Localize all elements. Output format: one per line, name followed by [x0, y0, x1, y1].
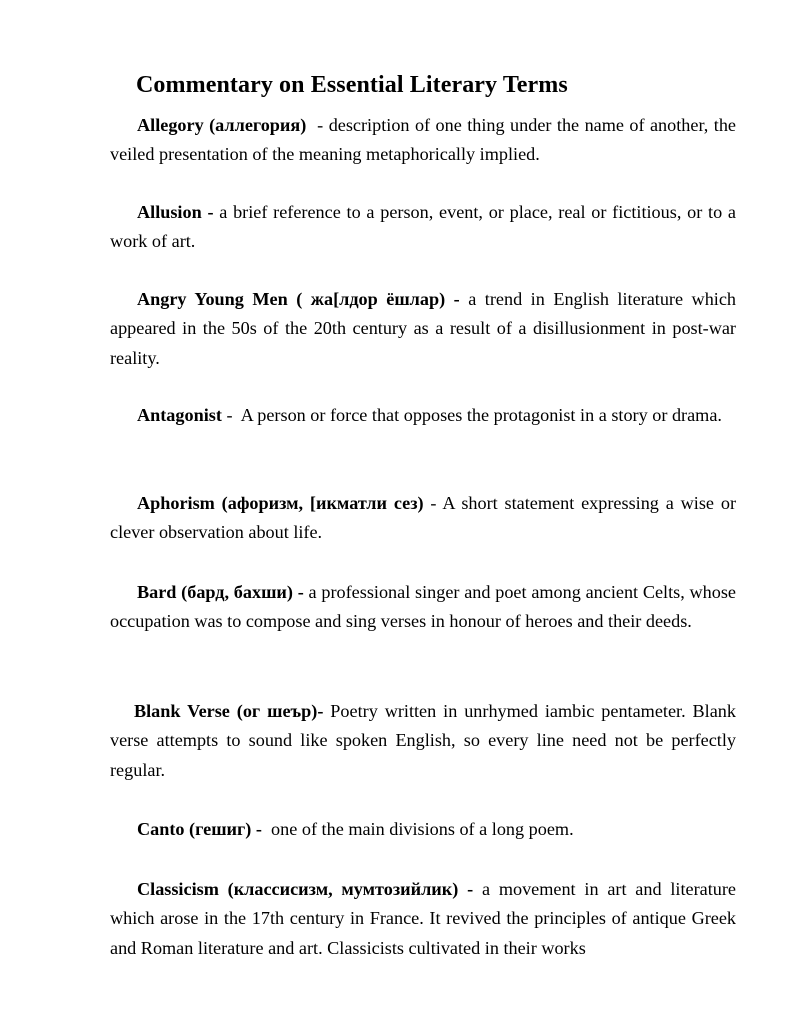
entry-separator [262, 819, 271, 839]
entry-canto [110, 815, 736, 844]
entry-term: Canto (гешиг) - [137, 819, 262, 839]
entry-definition: one of the main divisions of a long poem. [271, 819, 574, 839]
entry-separator [460, 289, 469, 309]
entry-term: Bard (бард, бахши) - [137, 582, 304, 602]
entry-separator: - [221, 405, 241, 425]
entry-term: Antagonist [137, 405, 222, 425]
entry-term: Aphorism (афоризм, [икматли сез) [137, 493, 424, 513]
entry-allegory [110, 111, 736, 170]
entry-definition: A person or force that opposes the protagonist in a story or drama. [240, 405, 722, 425]
entry-separator: - [306, 115, 329, 135]
entry-definition: a trend in English literature which appeared in the 50s of the 20th century as a result of a disillusionment in post-war reality. [110, 289, 737, 368]
entry-antagonist [110, 401, 736, 430]
entry-separator [473, 879, 482, 899]
entry-term: Allusion - [137, 202, 214, 222]
entry-allusion [110, 198, 736, 257]
entry-definition: a professional singer and poet among ancient Celts, whose occupation was to compose and sing verses in honour of heroes and their deeds. [110, 582, 737, 632]
entry-definition: A short statement expressing a wise or clever observation about life. [110, 493, 736, 543]
entry-aphorism [110, 489, 736, 548]
entry-separator: - [423, 493, 443, 513]
entry-definition: a movement in art and literature which arose in the 17th century in France. It revived the principles of antique Greek and Roman literature and art. Classicists cultivated in their works [110, 879, 736, 958]
entry-angry-young-men [110, 285, 736, 373]
entry-term: Blank Verse (ог шеър)- [134, 701, 324, 721]
entry-blank-verse [110, 697, 736, 785]
page-title: Commentary on Essential Literary Terms [136, 72, 568, 98]
entry-classicism [110, 875, 736, 963]
entry-term: Classicism (классисизм, мумтозийлик) - [137, 879, 474, 899]
entry-bard [110, 578, 736, 637]
entry-definition: Poetry written in unrhymed iambic pentameter. Blank verse attempts to sound like spoken English, so every line need not be perfectly regular. [110, 701, 736, 780]
entry-term: Allegory (аллегория) [137, 115, 307, 135]
entry-definition: description of one thing under the name of another, the veiled presentation of the meaning metaphorically implied. [110, 115, 736, 165]
entry-term: Angry Young Men ( жа[лдор ёшлар) - [137, 289, 460, 309]
entry-definition: a brief reference to a person, event, or place, real or fictitious, or to a work of art. [110, 202, 736, 252]
